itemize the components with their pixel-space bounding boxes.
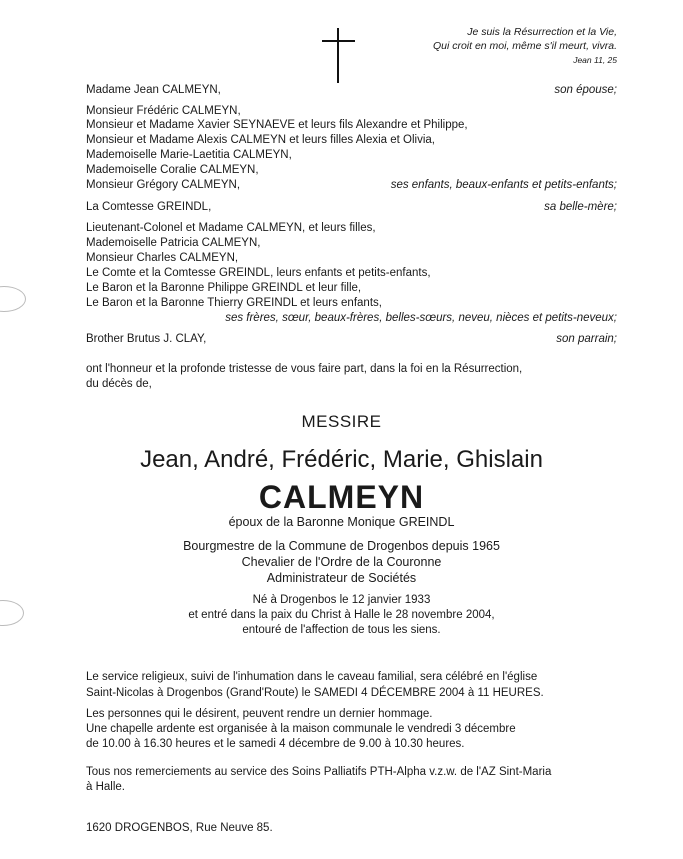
- children-role: ses enfants, beaux-enfants et petits-enfants;: [390, 179, 617, 191]
- address: 1620 DROGENBOS, Rue Neuve 85.: [86, 822, 273, 834]
- deceased-title: Chevalier de l'Ordre de la Couronne: [241, 555, 442, 569]
- godfather-role: son parrain;: [556, 333, 617, 345]
- verse-reference: Jean 11, 25: [573, 55, 617, 65]
- sibling-line: Le Baron et la Baronne Philippe GREINDL et leur fille,: [86, 282, 362, 294]
- child-line: Monsieur Frédéric CALMEYN,: [86, 105, 241, 117]
- verse-line-2: Qui croit en moi, même s'il meurt, vivra.: [432, 40, 617, 52]
- mother-in-law-name: La Comtesse GREINDL,: [86, 201, 212, 213]
- thanks-line-2: à Halle.: [86, 781, 125, 793]
- child-line: Monsieur et Madame Xavier SEYNAEVE et leurs fils Alexandre et Philippe,: [86, 119, 468, 131]
- family-godfather: [86, 332, 617, 346]
- punch-mark-top: [0, 286, 26, 312]
- homage-line-2: Une chapelle ardente est organisée à la maison communale le vendredi 3 décembre: [86, 723, 516, 735]
- deceased-surname: CALMEYN: [258, 479, 425, 515]
- deceased-title: Bourgmestre de la Commune de Drogenbos depuis 1965: [183, 539, 500, 553]
- wife-name: Madame Jean CALMEYN,: [86, 84, 221, 96]
- sibling-line: Mademoiselle Patricia CALMEYN,: [86, 237, 261, 249]
- mother-in-law-role: sa belle-mère;: [544, 201, 617, 213]
- wife-role: son épouse;: [554, 84, 617, 96]
- deceased-died: et entré dans la paix du Christ à Halle le 28 novembre 2004,: [188, 609, 495, 621]
- sibling-line: Le Comte et la Comtesse GREINDL, leurs enfants et petits-enfants,: [86, 267, 431, 279]
- service-line-1: Le service religieux, suivi de l'inhumation dans le caveau familial, sera célébré en l'église: [86, 671, 538, 683]
- deceased-given-names: Jean, André, Frédéric, Marie, Ghislain: [140, 446, 543, 473]
- verse-line-1: Je suis la Résurrection et la Vie,: [467, 26, 617, 38]
- child-line: Monsieur Grégory CALMEYN,: [86, 179, 241, 191]
- thanks-line-1: Tous nos remerciements au service des Soins Palliatifs PTH-Alpha v.z.w. de l'AZ Sint-Maria: [86, 766, 552, 778]
- sibling-line: Le Baron et la Baronne Thierry GREINDL et leurs enfants,: [86, 297, 382, 309]
- homage-line-3: de 10.00 à 16.30 heures et le samedi 4 décembre de 9.00 à 10.30 heures.: [86, 738, 465, 750]
- announcement-line-1: ont l'honneur et la profonde tristesse de vous faire part, dans la foi en la Résurrection,: [86, 363, 523, 375]
- children-last: [86, 178, 617, 192]
- announcement-line-2: du décès de,: [86, 378, 152, 390]
- godfather-name: Brother Brutus J. CLAY,: [86, 333, 207, 345]
- deceased-surrounded: entouré de l'affection de tous les siens.: [242, 624, 441, 636]
- sibling-line: Lieutenant-Colonel et Madame CALMEYN, et leurs filles,: [86, 222, 376, 234]
- deceased-title: Administrateur de Sociétés: [266, 571, 417, 585]
- child-line: Mademoiselle Marie-Laetitia CALMEYN,: [86, 149, 292, 161]
- child-line: Monsieur et Madame Alexis CALMEYN et leurs filles Alexia et Olivia,: [86, 134, 435, 146]
- deceased-spouse: époux de la Baronne Monique GREINDL: [228, 515, 455, 529]
- family-wife: [86, 83, 617, 97]
- sibling-line: Monsieur Charles CALMEYN,: [86, 252, 239, 264]
- siblings-role: ses frères, sœur, beaux-frères, belles-sœurs, neveu, nièces et petits-neveux;: [225, 312, 617, 324]
- deceased-born: Né à Drogenbos le 12 janvier 1933: [252, 594, 431, 606]
- family-mother-in-law: [86, 200, 617, 214]
- service-line-2: Saint-Nicolas à Drogenbos (Grand'Route) le SAMEDI 4 DÉCEMBRE 2004 à 11 HEURES.: [86, 687, 544, 699]
- child-line: Mademoiselle Coralie CALMEYN,: [86, 164, 259, 176]
- homage-line-1: Les personnes qui le désirent, peuvent rendre un dernier hommage.: [86, 708, 433, 720]
- deceased-honorific: MESSIRE: [301, 412, 382, 431]
